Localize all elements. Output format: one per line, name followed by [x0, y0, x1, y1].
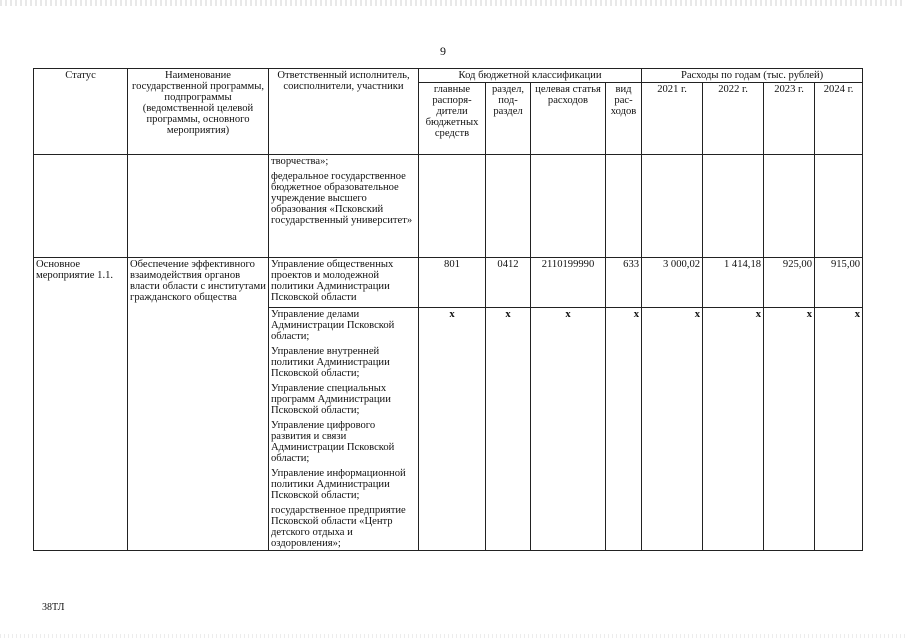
cont-empty-cell	[486, 155, 531, 258]
cont-empty-cell	[531, 155, 606, 258]
cont-empty-cell	[419, 155, 486, 258]
cont-empty-cell	[606, 155, 642, 258]
page-number: 9	[440, 44, 446, 58]
header-executor: Ответственный исполнитель, соисполнители, участники	[269, 69, 419, 155]
header-year-2021: 2021 г.	[642, 83, 703, 155]
cont-executor-entry: творчества»;	[271, 156, 329, 167]
event-coexecutors-cell	[269, 308, 419, 551]
header-expense-type: вид рас-ходов	[606, 83, 642, 155]
event-expense-2021: 3 000,02	[642, 258, 703, 308]
event-type-code: 633	[606, 258, 642, 308]
header-expenses: Расходы по годам (тыс. рублей)	[642, 69, 863, 83]
event-name: Обеспечение эффективного взаимодействия органов власти области с институтами гражданского общества	[128, 258, 269, 551]
header-row-1	[34, 69, 863, 83]
header-section: раздел, под-раздел	[486, 83, 531, 155]
cont-name-cell	[128, 155, 269, 258]
x-manager: x	[419, 308, 486, 551]
event-section-code: 0412	[486, 258, 531, 308]
cont-status-cell	[34, 155, 128, 258]
header-budget-code: Код бюджетной классификации	[419, 69, 642, 83]
document-code: 38ТЛ	[42, 602, 65, 613]
continuation-row	[34, 155, 863, 258]
x-2021: x	[642, 308, 703, 551]
cont-executor-entry: федеральное государственное бюджетное образовательное учреждение высшего образования «Псковский государственный университет»	[271, 171, 413, 226]
event-expense-2022: 1 414,18	[703, 258, 764, 308]
cont-empty-cell	[642, 155, 703, 258]
budget-table	[33, 68, 863, 551]
x-target: x	[531, 308, 606, 551]
coexecutor-entry: Управление внутренней политики Администрации Псковской области;	[271, 346, 390, 379]
cont-empty-cell	[764, 155, 815, 258]
x-2022: x	[703, 308, 764, 551]
cont-executor-cell	[269, 155, 419, 258]
scan-noise-bottom	[0, 634, 905, 638]
coexecutor-entry: Управление информационной политики Администрации Псковской области;	[271, 468, 406, 501]
event-expense-2023: 925,00	[764, 258, 815, 308]
coexecutor-entry: государственное предприятие Псковской области «Центр детского отдыха и оздоровления»;	[271, 505, 406, 549]
cont-empty-cell	[703, 155, 764, 258]
event-status: Основное мероприятие 1.1.	[34, 258, 128, 551]
coexecutor-entry: Управление цифрового развития и связи Администрации Псковской области;	[271, 420, 395, 464]
header-status: Статус	[34, 69, 128, 155]
header-year-2024: 2024 г.	[815, 83, 863, 155]
event-manager-code: 801	[419, 258, 486, 308]
x-type: x	[606, 308, 642, 551]
header-year-2023: 2023 г.	[764, 83, 815, 155]
header-target-article: целевая статья расходов	[531, 83, 606, 155]
x-2023: x	[764, 308, 815, 551]
event-expense-2024: 915,00	[815, 258, 863, 308]
header-main-managers: главные распоря-дители бюджетных средств	[419, 83, 486, 155]
header-year-2022: 2022 г.	[703, 83, 764, 155]
x-section: x	[486, 308, 531, 551]
coexecutor-entry: Управление делами Администрации Псковской области;	[271, 309, 395, 342]
x-2024: x	[815, 308, 863, 551]
event-target-code: 2110199990	[531, 258, 606, 308]
event-executor-main: Управление общественных проектов и молодежной политики Администрации Псковской области	[269, 258, 419, 308]
scan-noise-top	[0, 0, 905, 6]
header-name: Наименование государственной программы, подпрограммы (ведомственной целевой программы, основного мероприятия)	[128, 69, 269, 155]
coexecutor-entry: Управление специальных программ Администрации Псковской области;	[271, 383, 391, 416]
cont-empty-cell	[815, 155, 863, 258]
event-row-main	[34, 258, 863, 308]
